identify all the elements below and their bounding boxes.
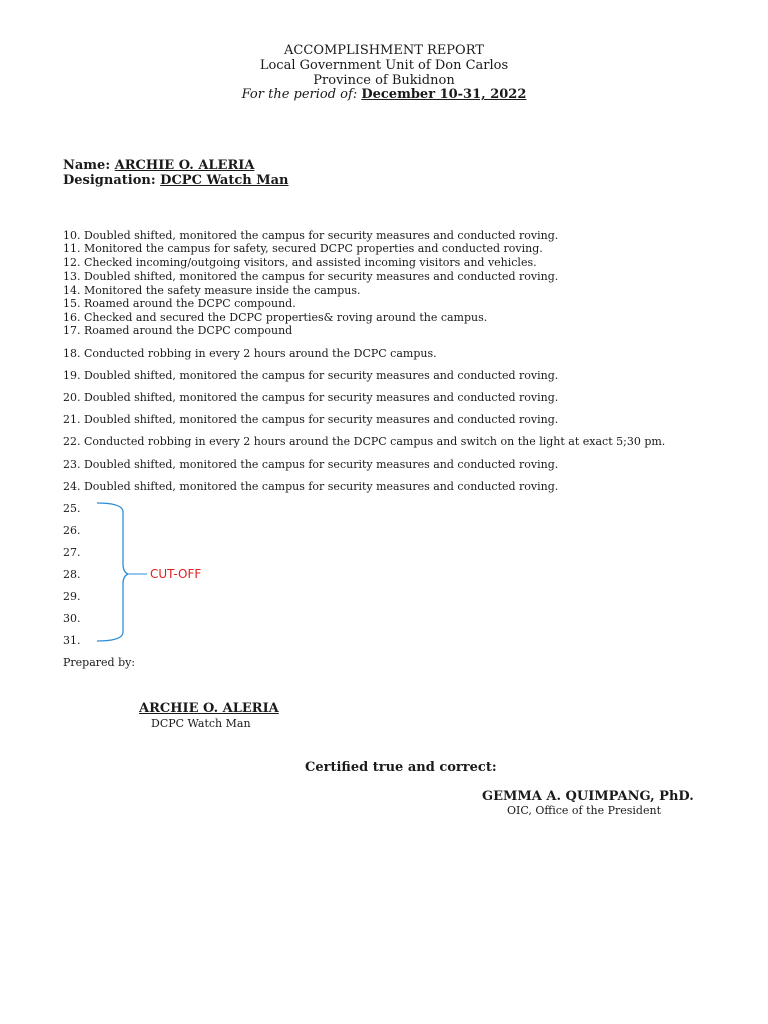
list-item: 10. Doubled shifted, monitored the campus for security measures and conducted roving. <box>63 229 559 242</box>
cutoff-label: CUT-OFF <box>150 567 202 581</box>
list-item: 14. Monitored the safety measure inside the campus. <box>63 284 361 297</box>
list-item: 26. <box>63 524 81 537</box>
name-label: Name: <box>63 158 111 173</box>
list-item: 16. Checked and secured the DCPC properties& roving around the campus. <box>63 311 488 324</box>
list-item: 30. <box>63 612 81 625</box>
list-item: 27. <box>63 546 81 559</box>
province-line: Province of Bukidnon <box>313 73 455 88</box>
list-item: 12. Checked incoming/outgoing visitors, and assisted incoming visitors and vehicles. <box>63 256 537 269</box>
list-item: 13. Doubled shifted, monitored the campus for security measures and conducted roving. <box>63 270 559 283</box>
list-item: 28. <box>63 568 81 581</box>
preparer-name: ARCHIE O. ALERIA <box>139 701 279 716</box>
list-item: 31. <box>63 634 81 647</box>
certifier-name: GEMMA A. QUIMPANG, PhD. <box>482 789 694 804</box>
name-line <box>63 158 254 173</box>
list-item: 18. Conducted robbing in every 2 hours around the DCPC campus. <box>63 347 437 360</box>
certified-label: Certified true and correct: <box>305 760 497 775</box>
list-item: 29. <box>63 590 81 603</box>
designation-label: Designation: <box>63 173 156 188</box>
list-item: 19. Doubled shifted, monitored the campus for security measures and conducted roving. <box>63 369 559 382</box>
preparer-title: DCPC Watch Man <box>151 717 251 730</box>
list-item: 24. Doubled shifted, monitored the campus for security measures and conducted roving. <box>63 480 559 493</box>
prepared-by-label: Prepared by: <box>63 656 136 669</box>
lgu-line: Local Government Unit of Don Carlos <box>259 58 509 73</box>
list-item: 15. Roamed around the DCPC compound. <box>63 297 296 310</box>
list-item: 20. Doubled shifted, monitored the campus for security measures and conducted roving. <box>63 391 559 404</box>
cutoff-bracket-icon <box>95 500 155 644</box>
list-item: 22. Conducted robbing in every 2 hours around the DCPC campus and switch on the light at exact 5;30 pm. <box>63 435 666 448</box>
report-title: ACCOMPLISHMENT REPORT <box>284 43 484 58</box>
certifier-title: OIC, Office of the President <box>507 804 661 817</box>
period-line <box>0 87 768 102</box>
list-item: 21. Doubled shifted, monitored the campus for security measures and conducted roving. <box>63 413 559 426</box>
period-value: December 10-31, 2022 <box>361 87 527 102</box>
designation-line <box>63 173 289 188</box>
list-item: 25. <box>63 502 81 515</box>
designation-value: DCPC Watch Man <box>160 173 289 188</box>
period-label: For the period of: <box>241 87 358 102</box>
list-item: 23. Doubled shifted, monitored the campus for security measures and conducted roving. <box>63 458 559 471</box>
list-item: 17. Roamed around the DCPC compound <box>63 324 293 337</box>
name-value: ARCHIE O. ALERIA <box>114 158 255 173</box>
list-item: 11. Monitored the campus for safety, secured DCPC properties and conducted roving. <box>63 242 543 255</box>
